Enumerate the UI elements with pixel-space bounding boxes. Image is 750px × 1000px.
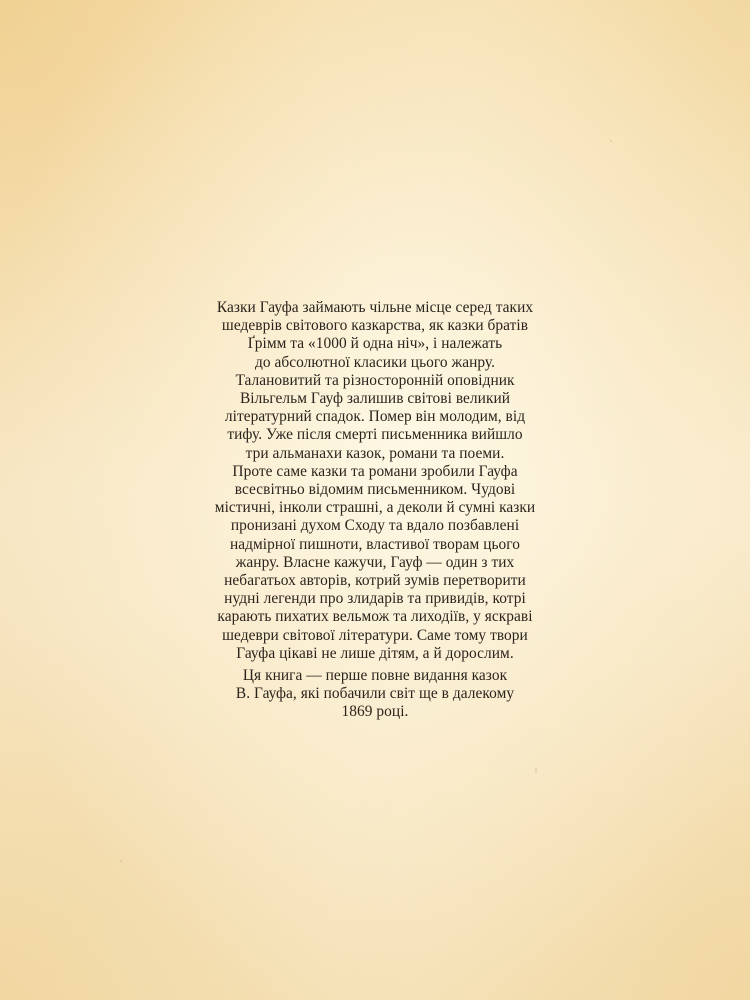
text-line: Ця книга — перше повне видання казок [242,667,508,685]
text-line: всесвітньо відомим письменником. Чудові [234,481,516,499]
text-line: жанру. Власне кажучи, Гауф — один з тих [235,553,515,571]
text-line: Ґрімм та «1000 й одна ніч», і належать [247,335,503,353]
text-line: надмірної пишноти, властивої творам цього [229,535,521,553]
text-line: до абсолютної класики цього жанру. [254,353,496,371]
paper-speck [120,860,122,862]
text-line: три альманахи казок, романи та поеми. [245,444,505,462]
text-line: небагатьох авторів, котрий зумів перетворити [224,572,526,590]
text-line: нудні легенди про злидарів та привидів, котрі [224,590,526,608]
paragraph-intro [160,299,590,372]
text-line: Гауфа цікаві не лише дітям, а й дорослим. [236,644,514,662]
paper-speck [535,768,537,773]
paragraph-edition [160,667,590,722]
text-line: Вільгельм Гауф залишив світові великий [239,390,511,408]
paper-speck [610,140,612,142]
text-line: пронизані духом Сходу та вдало позбавлені [230,517,520,535]
text-line: містичні, інколи страшні, а деколи й сумні казки [214,499,536,517]
text-line: Казки Гауфа займають чільне місце серед таких [216,299,534,316]
text-line: карають пихатих вельмож та лиходіїв, у яскраві [217,608,533,626]
text-line: Проте саме казки та романи зробили Гауфа [232,462,518,480]
text-line: шедеврів світового казкарства, як казки братів [221,317,529,335]
text-line: тифу. Уже після смерті письменника вийшло [227,426,523,444]
text-line: Талановитий та різносторонній оповідник [235,371,515,389]
text-line: літературний спадок. Помер він молодим, від [224,408,526,426]
text-line: В. Гауфа, які побачили світ ще в далекому [235,685,515,703]
text-line: 1869 році. [341,703,409,721]
paragraph-biography [160,372,590,663]
annotation-text [160,299,590,722]
text-line: шедеври світової літератури. Саме тому твори [222,626,528,644]
